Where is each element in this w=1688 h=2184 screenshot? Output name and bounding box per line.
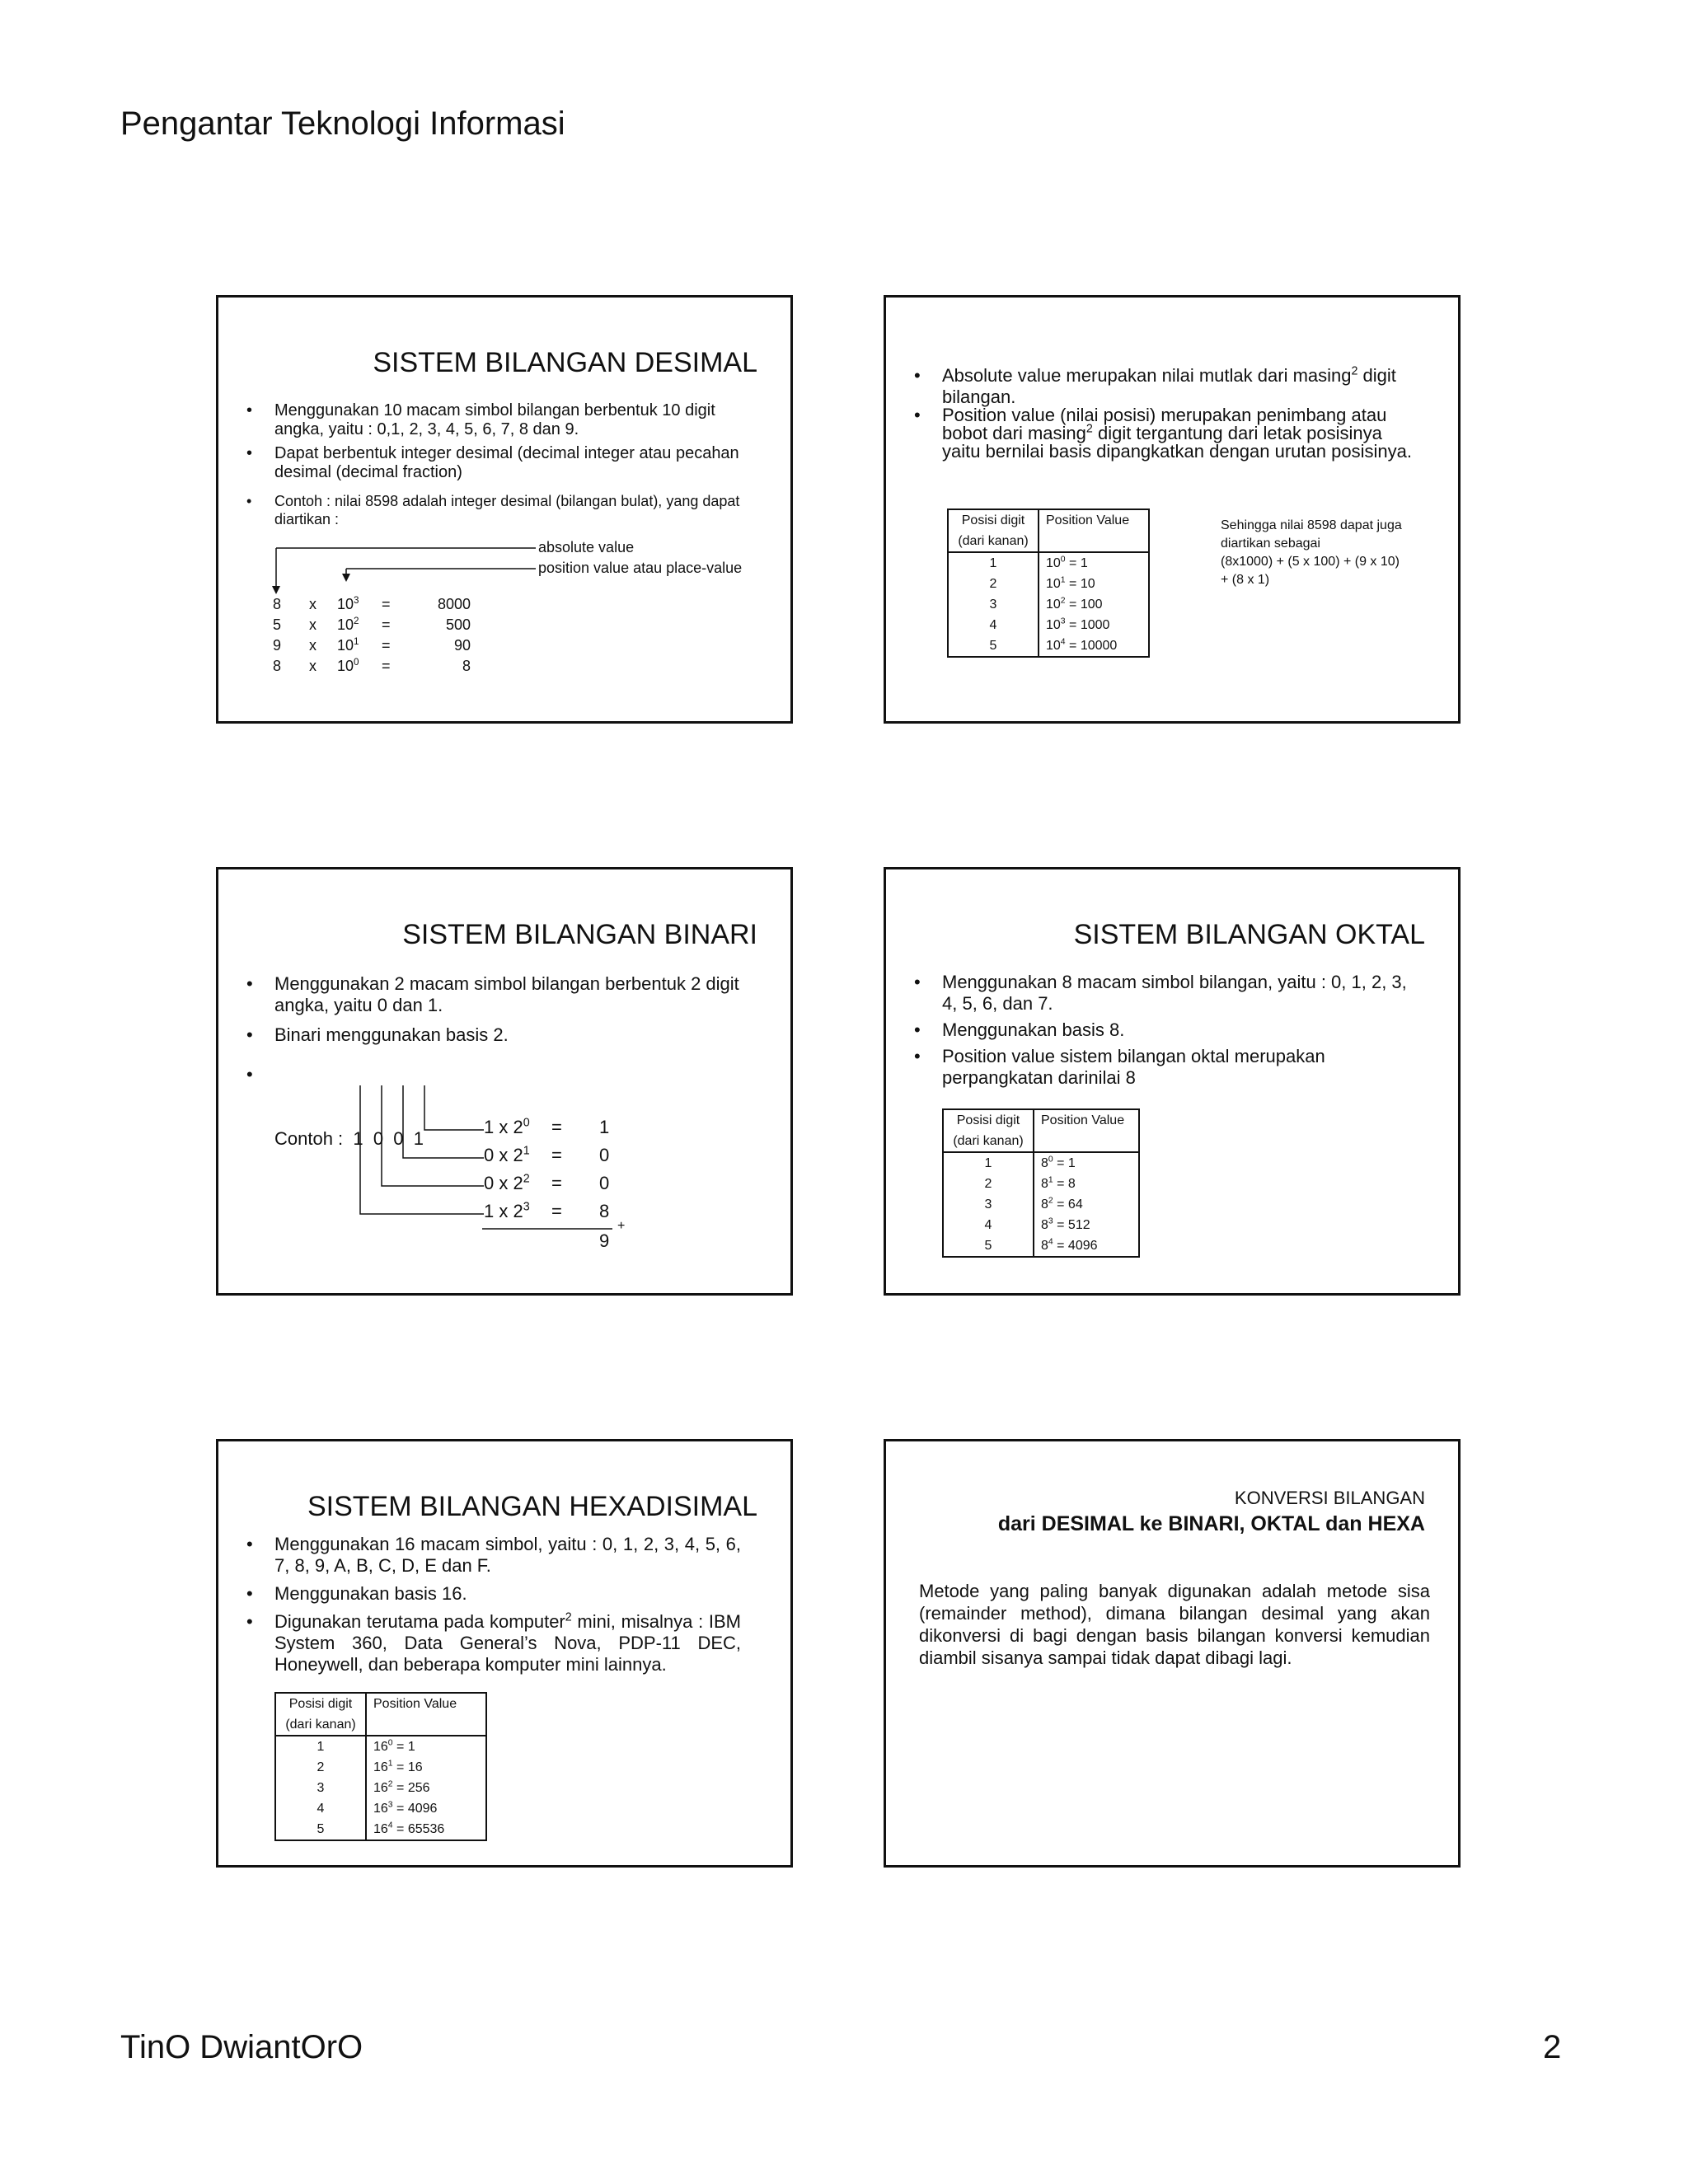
bullet-item: • Binari menggunakan basis 2. (246, 1024, 509, 1045)
slide-title: SISTEM BILANGAN BINARI (402, 919, 757, 950)
plus-sign: + (617, 1219, 626, 1233)
slide-desimal (216, 295, 793, 724)
table-row: 5 $8^4 = 4096$ (943, 1235, 1139, 1257)
expansion-row: 1 x $2^0$ = 1 (484, 1116, 610, 1137)
slide-title: SISTEM BILANGAN OKTAL (1073, 919, 1425, 950)
note-text: Sehingga nilai 8598 dapat juga diartikan sebagai (8x1000) + (5 x 100) + (9 x 10) + (8 x 1) (1221, 518, 1402, 587)
expansion-row: 9 x $10^1$ = 90 (273, 636, 471, 654)
table-row: 1 $10^0 = 1$ (948, 552, 1149, 574)
table-row: 1 $16^0 = 1$ (275, 1736, 486, 1757)
bullet-item: • Digunakan terutama pada komputer$^2$ mini, misalnya : IBM System 360, Data General’s Nova, PDP-11 DEC, Honeywell, dan beberapa komputer mini lainnya. (246, 1610, 741, 1675)
binary-bracket-lines (218, 869, 793, 1296)
bullet-item: • Menggunakan 10 macam simbol bilangan berbentuk 10 digit angka, yaitu : 0,1, 2, 3, 4, 5, 6, 7, 8 dan 9. (246, 401, 715, 438)
label-absolute-value: absolute value (538, 539, 635, 555)
position-value-table: Posisi digit (dari kanan) Position Value 1 $10^0 = 1$ 2 $10^1 = 10$ 3 $10^2 = 100$ 4 $10^3 = 1000$ 5 $10^4 = 10000$ (947, 509, 1150, 658)
bullet-item: • Menggunakan basis 16. (246, 1583, 467, 1604)
bullet-item: • Menggunakan basis 8. (914, 1019, 1125, 1040)
bullet-item: • Contoh : 1 0 0 1 (246, 1064, 424, 1149)
bullet-item: • Dapat berbentuk integer desimal (decimal integer atau pecahan desimal (decimal fraction) (246, 444, 739, 481)
slide-binari (216, 867, 793, 1296)
table-row: 4 $16^3 = 4096$ (275, 1798, 486, 1819)
expansion-rows (273, 596, 471, 678)
table-row: 1 $8^0 = 1$ (943, 1152, 1139, 1174)
expansion-row: 8 x $10^0$ = 8 (273, 657, 471, 674)
bullet-item: • Absolute value merupakan nilai mutlak dari masing$^2$ digit bilangan. (914, 364, 1396, 407)
page-footer: TinO DwiantOrO (120, 2029, 363, 2065)
expansion-row: 0 x $2^1$ = 0 (484, 1144, 610, 1165)
table-row: 4 $10^3 = 1000$ (948, 615, 1149, 635)
bullet-item: • Menggunakan 16 macam simbol, yaitu : 0, 1, 2, 3, 4, 5, 6, 7, 8, 9, A, B, C, D, E dan F. (246, 1534, 741, 1576)
label-position-value: position value atau place-value (538, 560, 743, 576)
slide-subtitle: KONVERSI BILANGAN (1234, 1488, 1425, 1508)
slide-body: Metode yang paling banyak digunakan adalah metode sisa (remainder method), dimana bilangan desimal yang akan dikonversi di bagi dengan basis bilangan konversi kemudian diambil sisanya sampai tidak dapat dibagi lagi. (919, 1581, 1430, 1668)
bullet-item: • Menggunakan 2 macam simbol bilangan berbentuk 2 digit angka, yaitu 0 dan 1. (246, 973, 739, 1015)
slide-konversi (884, 1439, 1461, 1868)
bullet-item: • Menggunakan 8 macam simbol bilangan, yaitu : 0, 1, 2, 3, 4, 5, 6, dan 7. (914, 972, 1407, 1014)
table-row: 4 $8^3 = 512$ (943, 1215, 1139, 1235)
bullet-item: • Contoh : nilai 8598 adalah integer desimal (bilangan bulat), yang dapat diartikan : (246, 493, 740, 527)
expansion-row: 5 x $10^2$ = 500 (273, 616, 471, 633)
table-row: 2 $10^1 = 10$ (948, 574, 1149, 594)
binary-total: 9 (599, 1230, 610, 1251)
bullet-item: • Position value sistem bilangan oktal merupakan perpangkatan darinilai 8 (914, 1046, 1325, 1088)
table-row: 2 $8^1 = 8$ (943, 1174, 1139, 1194)
page-number: 2 (1543, 2029, 1562, 2065)
expansion-row: 1 x $2^3$ = 8 (484, 1200, 610, 1221)
page-header: Pengantar Teknologi Informasi (120, 105, 565, 142)
slide-hexadisimal (216, 1439, 793, 1868)
bullet-item: • Position value (nilai posisi) merupakan penimbang atau bobot dari masing$^2$ digit tergantung dari letak posisinya yaitu bernilai basis dipangkatkan dengan urutan posisinya. (914, 405, 1412, 462)
table-row: 2 $16^1 = 16$ (275, 1757, 486, 1778)
table-row: 3 $10^2 = 100$ (948, 594, 1149, 615)
table-row: 3 $16^2 = 256$ (275, 1778, 486, 1798)
slide-title: SISTEM BILANGAN HEXADISIMAL (307, 1491, 757, 1522)
table-row: 3 $8^2 = 64$ (943, 1194, 1139, 1215)
slide-absolute-position-value (884, 295, 1461, 724)
slide-title: dari DESIMAL ke BINARI, OKTAL dan HEXA (997, 1512, 1425, 1535)
slide-title: SISTEM BILANGAN DESIMAL (373, 347, 757, 378)
expansion-row: 8 x $10^3$ = 8000 (273, 595, 471, 612)
slide-oktal (884, 867, 1461, 1296)
binary-expansion (484, 1117, 616, 1229)
table-row: 5 $16^4 = 65536$ (275, 1819, 486, 1840)
position-value-table: Posisi digit (dari kanan) Position Value 1 $16^0 = 1$ 2 $16^1 = 16$ 3 $16^2 = 256$ 4 $16^3 = 4096$ 5 $16^4 = 65536$ (274, 1692, 487, 1841)
expansion-row: 0 x $2^2$ = 0 (484, 1172, 610, 1193)
table-row: 5 $10^4 = 10000$ (948, 635, 1149, 657)
position-value-table: Posisi digit (dari kanan) Position Value 1 $8^0 = 1$ 2 $8^1 = 8$ 3 $8^2 = 64$ 4 $8^3 = 512$ 5 $8^4 = 4096$ (942, 1108, 1140, 1258)
